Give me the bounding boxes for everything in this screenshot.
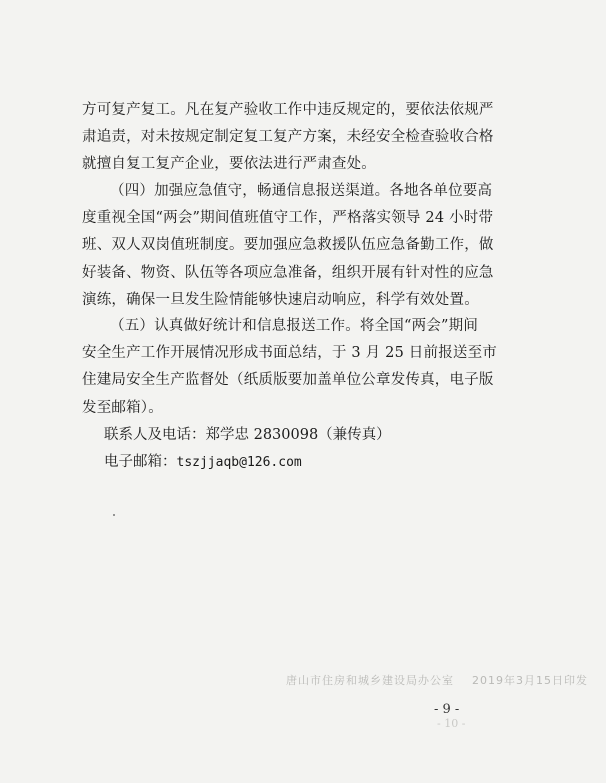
speck-mark	[113, 514, 115, 516]
phone-value: 郑学忠 2830098（兼传真）	[205, 427, 391, 443]
contact-phone	[104, 422, 391, 449]
paragraph-statistics-reporting	[82, 313, 498, 422]
paragraph-resumption-rules	[82, 97, 494, 179]
bleed-through-left: 唐山市住房和城乡建设局办公室	[286, 674, 454, 687]
contact-email	[104, 449, 302, 476]
text-line: 方可复产复工。凡在复产验收工作中违反规定的，要依法依规严	[82, 102, 494, 118]
text-line: 住建局安全生产监督处（纸质版要加盖单位公章发传真，电子版	[82, 372, 494, 389]
bleed-through-footer	[286, 672, 588, 687]
text-line: 班、双人双岗值班制度。要加强应急救援队伍应急备勤工作，做	[82, 237, 494, 254]
text-line: 安全生产工作开展情况形成书面总结，于 3 月 25 日前报送至市	[82, 345, 498, 362]
text-line: （五）认真做好统计和信息报送工作。将全国“两会”期间	[110, 318, 479, 334]
text-line: （四）加强应急值守，畅通信息报送渠道。各地各单位要高	[110, 183, 493, 199]
bleed-through-right: 2019年3月15日印发	[472, 674, 588, 687]
paragraph-emergency-duty	[82, 178, 494, 314]
email-label: 电子邮箱：	[104, 454, 177, 470]
text-line: 好装备、物资、队伍等各项应急准备，组织开展有针对性的应急	[82, 264, 494, 281]
phone-label: 联系人及电话：	[104, 427, 206, 443]
bleed-through-page-number: - 10 -	[437, 717, 466, 730]
text-line: 就擅自复工复产企业，要依法进行严肃查处。	[82, 156, 376, 173]
text-line: 肃追责，对未按规定制定复工复产方案，未经安全检查验收合格	[82, 129, 494, 146]
page-number: - 9 -	[434, 702, 460, 717]
email-value: tszjjaqb@126.com	[176, 455, 302, 470]
text-line: 发至邮箱）。	[82, 399, 163, 416]
text-line: 演练，确保一旦发生险情能够快速启动响应，科学有效处置。	[82, 291, 479, 308]
text-line: 度重视全国“两会”期间值班值守工作，严格落实领导 24 小时带	[82, 210, 494, 227]
